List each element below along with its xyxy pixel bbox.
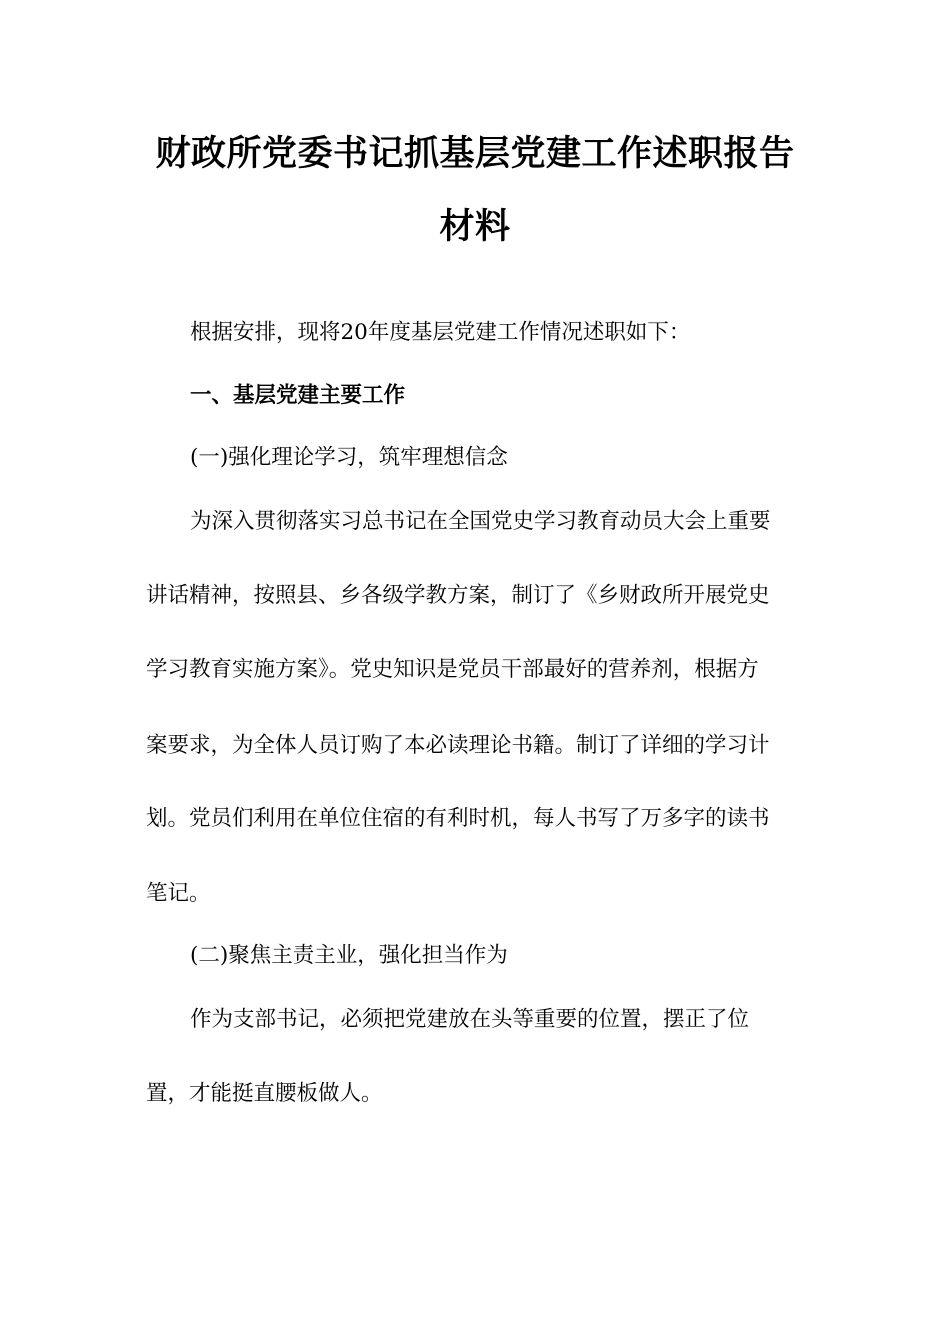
section-heading-1: 一、基层党建主要工作: [190, 383, 406, 408]
intro-paragraph: 根据安排，现将20年度基层党建工作情况述职如下：: [190, 320, 691, 345]
document-title-line-2: 材料: [439, 206, 511, 247]
paragraph-1-line-5: 划。党员们利用在单位住宿的有利时机，每人书写了万多字的读书: [146, 806, 770, 831]
paragraph-1-line-2: 讲话精神，按照县、乡各级学教方案，制订了《乡财政所开展党史: [146, 583, 770, 608]
paragraph-2-line-1: 作为支部书记，必须把党建放在头等重要的位置，摆正了位: [190, 1007, 750, 1032]
subsection-heading-1: (一)强化理论学习，筑牢理想信念: [190, 445, 508, 470]
paragraph-1-line-6: 笔记。: [146, 881, 211, 906]
paragraph-2-line-2: 置，才能挺直腰板做人。: [146, 1081, 383, 1106]
document-title-line-1: 财政所党委书记抓基层党建工作述职报告: [155, 133, 795, 174]
subsection-heading-2: (二)聚焦主责主业，强化担当作为: [190, 943, 508, 968]
paragraph-1-line-4: 案要求，为全体人员订购了本必读理论书籍。制订了详细的学习计: [146, 733, 770, 758]
paragraph-1-line-3: 学习教育实施方案》。党史知识是党员干部最好的营养剂，根据方: [146, 657, 759, 682]
paragraph-1-line-1: 为深入贯彻落实习总书记在全国党史学习教育动员大会上重要: [190, 509, 771, 534]
